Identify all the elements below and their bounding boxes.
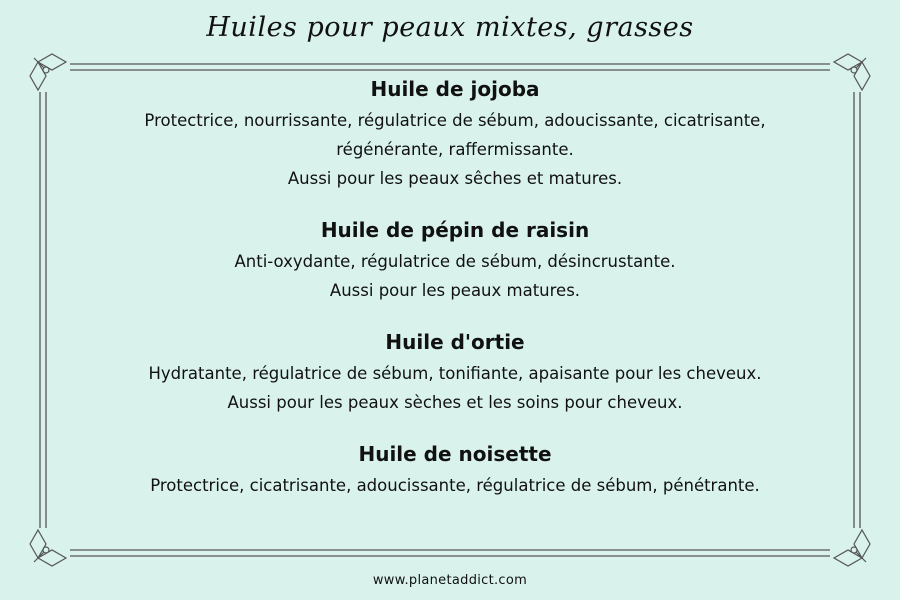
oil-description-line: Anti-oxydante, régulatrice de sébum, désincrustante. xyxy=(234,252,676,271)
page-title: Huiles pour peaux mixtes, grasses xyxy=(206,12,694,43)
oil-list xyxy=(60,76,850,524)
oil-description-line: régénérante, raffermissante. xyxy=(336,140,574,159)
oil-heading: Huile de pépin de raisin xyxy=(320,218,590,242)
oil-heading: Huile de noisette xyxy=(358,442,552,466)
oil-description-line: Protectrice, cicatrisante, adoucissante, régulatrice de sébum, pénétrante. xyxy=(150,476,760,495)
oil-heading: Huile de jojoba xyxy=(370,77,540,101)
oil-heading: Huile d'ortie xyxy=(385,330,525,354)
website-footer: www.planetaddict.com xyxy=(372,573,528,588)
oil-section-hazelnut xyxy=(60,441,850,500)
oil-description-line: Aussi pour les peaux sêches et matures. xyxy=(287,169,623,188)
oil-section-nettle xyxy=(60,329,850,417)
oil-section-grapeseed xyxy=(60,217,850,305)
oil-description-line: Aussi pour les peaux sèches et les soins pour cheveux. xyxy=(227,393,683,412)
oil-description-line: Aussi pour les peaux matures. xyxy=(329,281,581,300)
oil-description-line: Protectrice, nourrissante, régulatrice de sébum, adoucissante, cicatrisante, xyxy=(144,111,766,130)
oil-description-line: Hydratante, régulatrice de sébum, tonifiante, apaisante pour les cheveux. xyxy=(148,364,762,383)
oil-section-jojoba xyxy=(60,76,850,193)
